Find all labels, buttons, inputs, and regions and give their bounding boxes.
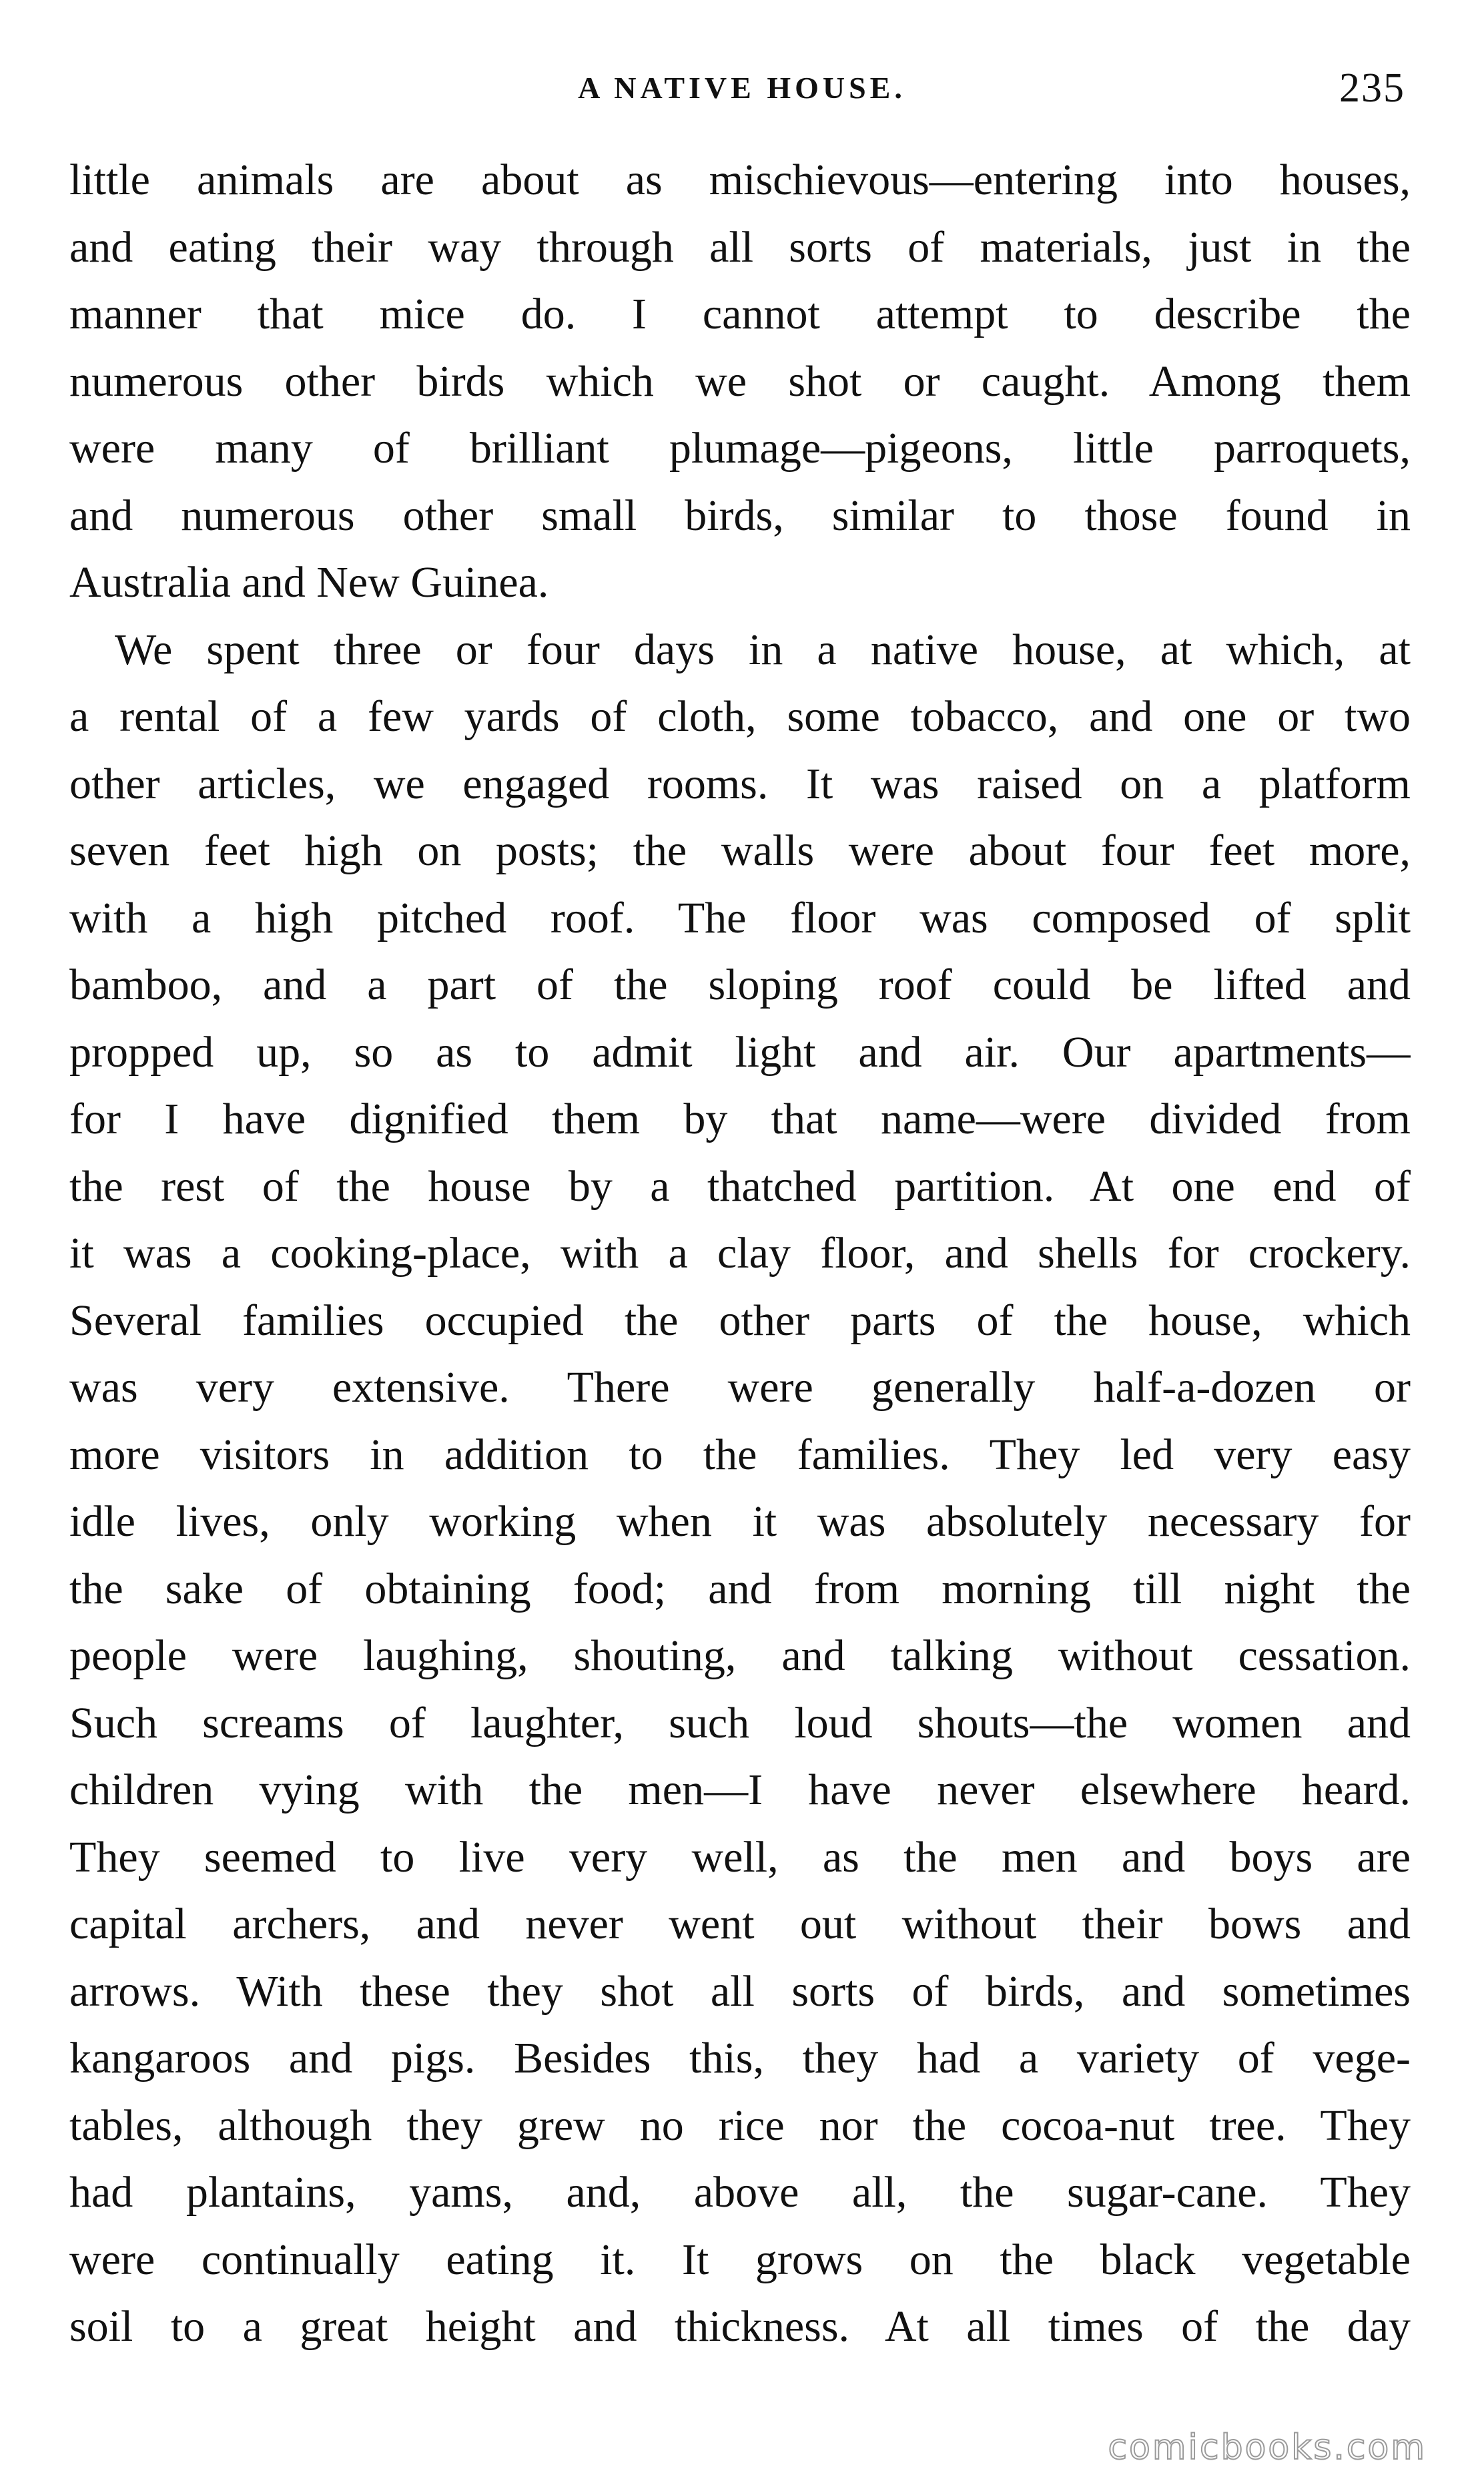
running-head-title: A NATIVE HOUSE. — [578, 71, 906, 105]
text-line: kangaroos and pigs. Besides this, they had a variety of vege- — [69, 2034, 1411, 2083]
text-line: children vying with the men—I have never elsewhere heard. — [69, 1765, 1411, 1814]
text-line: the rest of the house by a thatched partition. At one end of — [69, 1161, 1411, 1211]
text-line: tables, although they grew no rice nor the cocoa-nut tree. They — [69, 2101, 1411, 2150]
text-line: with a high pitched roof. The floor was composed of split — [69, 893, 1411, 942]
text-line: little animals are about as mischievous—entering into houses, — [69, 156, 1411, 204]
text-line: seven feet high on posts; the walls were about four feet more, — [69, 826, 1411, 875]
text-line: manner that mice do. I cannot attempt to describe the — [69, 290, 1411, 338]
text-line: numerous other birds which we shot or caught. Among them — [69, 356, 1411, 406]
text-line: and eating their way through all sorts of materials, just in the — [69, 222, 1411, 272]
text-line: for I have dignified them by that name—were divided from — [69, 1095, 1411, 1143]
text-line: more visitors in addition to the families. They led very easy — [69, 1430, 1411, 1479]
text-line: a rental of a few yards of cloth, some tobacco, and one or two — [69, 692, 1411, 741]
text-line: capital archers, and never went out without their bows and — [69, 1900, 1411, 1948]
text-line: idle lives, only working when it was absolutely necessary for — [69, 1497, 1411, 1546]
text-line: Several families occupied the other parts of the house, which — [69, 1296, 1411, 1345]
watermark: comicbooks.com — [1108, 2428, 1427, 2468]
text-line: people were laughing, shouting, and talking without cessation. — [69, 1631, 1411, 1680]
text-line: were continually eating it. It grows on the black vegetable — [69, 2235, 1411, 2284]
text-line: and numerous other small birds, similar to those found in — [69, 491, 1411, 540]
text-line: We spent three or four days in a native house, at which, at — [115, 625, 1411, 674]
text-line: other articles, we engaged rooms. It was raised on a platform — [69, 759, 1411, 808]
text-line: had plantains, yams, and, above all, the sugar-cane. They — [69, 2168, 1411, 2217]
text-line: were many of brilliant plumage—pigeons, little parroquets, — [69, 424, 1411, 473]
text-line: propped up, so as to admit light and air. Our apartments— — [69, 1027, 1411, 1077]
text-line: bamboo, and a part of the sloping roof could be lifted and — [69, 960, 1411, 1009]
text-line: it was a cooking-place, with a clay floor, and shells for crockery. — [69, 1229, 1411, 1278]
text-line: Such screams of laughter, such loud shouts—the women and — [69, 1698, 1411, 1747]
text-line: soil to a great height and thickness. At all times of the day — [69, 2302, 1411, 2351]
body-text — [69, 147, 1411, 2361]
text-line: Australia and New Guinea. — [69, 558, 549, 607]
running-head — [0, 61, 1484, 115]
text-line: They seemed to live very well, as the men and boys are — [69, 1832, 1411, 1882]
text-line: was very extensive. There were generally half-a-dozen or — [69, 1363, 1411, 1412]
text-line: arrows. With these they shot all sorts of birds, and sometimes — [69, 1966, 1411, 2016]
page-number: 235 — [1339, 65, 1405, 111]
text-line: the sake of obtaining food; and from morning till night the — [69, 1564, 1411, 1613]
